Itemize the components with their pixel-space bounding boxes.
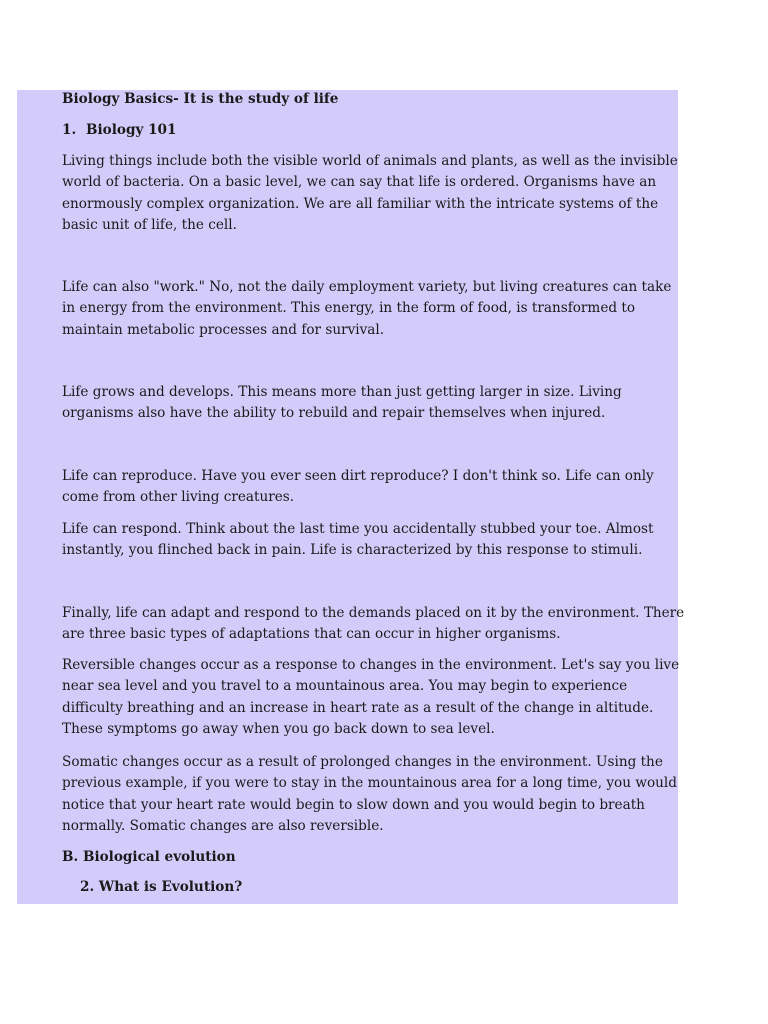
paragraph-life-reproduce: Life can reproduce. Have you ever seen dirt reproduce? I don't think so. Life can only come from other living creatures.	[62, 468, 654, 506]
paragraph-life-respond: Life can respond. Think about the last time you accidentally stubbed your toe. Almost instantly, you flinched back in pain. Life is characterized by this response to stimuli.	[62, 521, 654, 559]
paragraph-life-work: Life can also "work." No, not the daily employment variety, but living creatures can take in energy from the environment. This energy, in the form of food, is transformed to maintain metabolic processes and for survival.	[62, 279, 672, 338]
section-heading-text: Biology 101	[86, 122, 177, 138]
document-title: Biology Basics- It is the study of life	[62, 91, 339, 107]
paragraph-reversible-changes: Reversible changes occur as a response to changes in the environment. Let's say you live near sea level and you travel to a mountainous area. You may begin to experience difficulty breathing and an increase in heart rate as a result of the change in altitude. These symptoms go away when you go back down to sea level.	[62, 657, 680, 737]
paragraph-living-things: Living things include both the visible world of animals and plants, as well as the invisible world of bacteria. On a basic level, we can say that life is ordered. Organisms have an enormously complex organization. We are all familiar with the intricate systems of the basic unit of life, the cell.	[62, 153, 678, 233]
section-number: 1.	[62, 122, 77, 138]
paragraph-life-adapt: Finally, life can adapt and respond to the demands placed on it by the environment. There are three basic types of adaptations that can occur in higher organisms.	[62, 605, 685, 643]
paragraph-life-grows: Life grows and develops. This means more than just getting larger in size. Living organisms also have the ability to rebuild and repair themselves when injured.	[62, 384, 622, 422]
paragraph-somatic-changes: Somatic changes occur as a result of prolonged changes in the environment. Using the previous example, if you were to stay in the mountainous area for a long time, you would notice that your heart rate would begin to slow down and you would begin to breath normally. Somatic changes are also reversible.	[62, 754, 677, 834]
section-heading-biological-evolution: B. Biological evolution	[62, 849, 236, 865]
subsection-heading-what-is-evolution: 2. What is Evolution?	[80, 879, 243, 895]
section-heading-biology-101	[62, 120, 687, 141]
